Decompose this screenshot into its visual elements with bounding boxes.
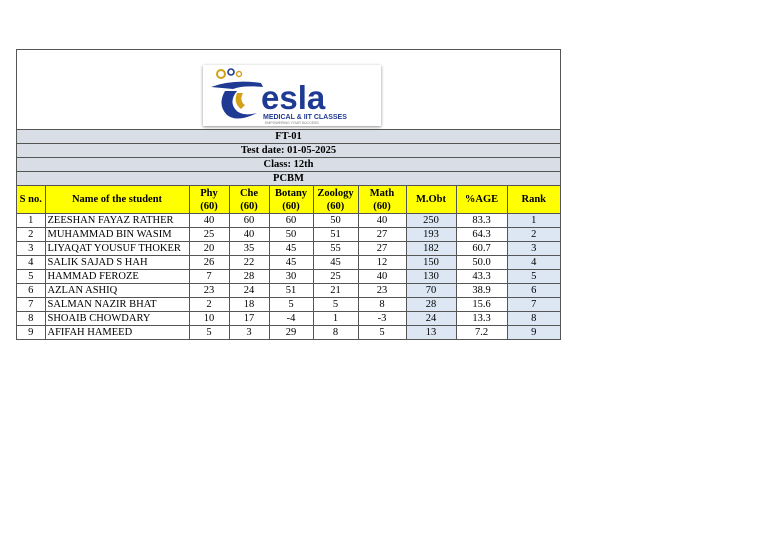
logo-brand-text: esla xyxy=(261,79,326,116)
stream-label: PCBM xyxy=(17,172,560,186)
logo-subtitle: MEDICAL & IIT CLASSES xyxy=(263,114,347,121)
cell-rank: 8 xyxy=(507,312,560,326)
cell-botany: 29 xyxy=(269,326,313,340)
cell-phy: 20 xyxy=(189,242,229,256)
table-row xyxy=(17,242,560,256)
cell-name: AFIFAH HAMEED xyxy=(45,326,189,340)
cell-mobt: 70 xyxy=(406,284,456,298)
cell-sno: 5 xyxy=(17,270,45,284)
cell-math: 8 xyxy=(358,298,406,312)
cell-zoology: 5 xyxy=(313,298,358,312)
col-math xyxy=(358,186,406,214)
cell-sno: 8 xyxy=(17,312,45,326)
cell-botany: -4 xyxy=(269,312,313,326)
cell-sno: 2 xyxy=(17,228,45,242)
cell-rank: 7 xyxy=(507,298,560,312)
cell-mobt: 24 xyxy=(406,312,456,326)
cell-mobt: 182 xyxy=(406,242,456,256)
cell-che: 3 xyxy=(229,326,269,340)
cell-sno: 1 xyxy=(17,214,45,228)
cell-rank: 2 xyxy=(507,228,560,242)
class-label: Class: 12th xyxy=(17,158,560,172)
col-mobt: M.Obt xyxy=(406,186,456,214)
cell-che: 35 xyxy=(229,242,269,256)
cell-name: LIYAQAT YOUSUF THOKER xyxy=(45,242,189,256)
cell-name: SHOAIB CHOWDARY xyxy=(45,312,189,326)
cell-zoology: 45 xyxy=(313,256,358,270)
cell-name: MUHAMMAD BIN WASIM xyxy=(45,228,189,242)
cell-che: 24 xyxy=(229,284,269,298)
cell-math: 27 xyxy=(358,228,406,242)
cell-math: 5 xyxy=(358,326,406,340)
cell-mobt: 13 xyxy=(406,326,456,340)
cell-che: 22 xyxy=(229,256,269,270)
test-code: FT-01 xyxy=(17,130,560,144)
table-row xyxy=(17,298,560,312)
cell-mobt: 150 xyxy=(406,256,456,270)
col-botany-label: Botany xyxy=(274,187,308,199)
table-row xyxy=(17,270,560,284)
col-che-max: (60) xyxy=(240,200,258,212)
col-che xyxy=(229,186,269,214)
tesla-logo-graphic xyxy=(203,65,381,126)
cell-mobt: 193 xyxy=(406,228,456,242)
cell-pct: 38.9 xyxy=(456,284,507,298)
cell-zoology: 1 xyxy=(313,312,358,326)
col-sno: S no. xyxy=(17,186,45,214)
cell-rank: 9 xyxy=(507,326,560,340)
cell-math: 40 xyxy=(358,214,406,228)
table-row xyxy=(17,284,560,298)
cell-botany: 45 xyxy=(269,256,313,270)
cell-sno: 7 xyxy=(17,298,45,312)
table-row xyxy=(17,228,560,242)
table-row xyxy=(17,256,560,270)
cell-math: 40 xyxy=(358,270,406,284)
col-che-label: Che xyxy=(239,187,259,199)
cell-che: 60 xyxy=(229,214,269,228)
cell-rank: 5 xyxy=(507,270,560,284)
cell-rank: 3 xyxy=(507,242,560,256)
cell-zoology: 25 xyxy=(313,270,358,284)
cell-mobt: 130 xyxy=(406,270,456,284)
cell-phy: 2 xyxy=(189,298,229,312)
cell-che: 40 xyxy=(229,228,269,242)
cell-rank: 1 xyxy=(507,214,560,228)
cell-name: HAMMAD FEROZE xyxy=(45,270,189,284)
cell-pct: 13.3 xyxy=(456,312,507,326)
cell-name: AZLAN ASHIQ xyxy=(45,284,189,298)
cell-zoology: 51 xyxy=(313,228,358,242)
cell-sno: 4 xyxy=(17,256,45,270)
col-botany-max: (60) xyxy=(282,200,300,212)
cell-zoology: 21 xyxy=(313,284,358,298)
table-header-row xyxy=(17,186,560,214)
cell-botany: 50 xyxy=(269,228,313,242)
cell-phy: 23 xyxy=(189,284,229,298)
cell-phy: 7 xyxy=(189,270,229,284)
cell-sno: 9 xyxy=(17,326,45,340)
cell-rank: 4 xyxy=(507,256,560,270)
cell-mobt: 28 xyxy=(406,298,456,312)
cell-zoology: 55 xyxy=(313,242,358,256)
cell-che: 28 xyxy=(229,270,269,284)
cell-mobt: 250 xyxy=(406,214,456,228)
table-row xyxy=(17,312,560,326)
cell-pct: 83.3 xyxy=(456,214,507,228)
result-sheet xyxy=(16,49,561,340)
col-phy-label: Phy xyxy=(200,187,218,199)
cell-sno: 3 xyxy=(17,242,45,256)
cell-name: SALIK SAJAD S HAH xyxy=(45,256,189,270)
tesla-logo xyxy=(203,65,381,126)
cell-pct: 50.0 xyxy=(456,256,507,270)
cell-pct: 7.2 xyxy=(456,326,507,340)
cell-zoology: 50 xyxy=(313,214,358,228)
col-zoology xyxy=(313,186,358,214)
cell-phy: 40 xyxy=(189,214,229,228)
cell-botany: 60 xyxy=(269,214,313,228)
cell-pct: 64.3 xyxy=(456,228,507,242)
cell-che: 17 xyxy=(229,312,269,326)
cell-name: ZEESHAN FAYAZ RATHER xyxy=(45,214,189,228)
cell-botany: 30 xyxy=(269,270,313,284)
cell-phy: 5 xyxy=(189,326,229,340)
cell-pct: 43.3 xyxy=(456,270,507,284)
cell-sno: 6 xyxy=(17,284,45,298)
logo-tagline: EMPOWERING YOUR SUCCESS xyxy=(265,121,319,125)
cell-che: 18 xyxy=(229,298,269,312)
cell-math: 23 xyxy=(358,284,406,298)
col-math-label: Math xyxy=(369,187,395,199)
cell-zoology: 8 xyxy=(313,326,358,340)
col-name: Name of the student xyxy=(45,186,189,214)
cell-pct: 15.6 xyxy=(456,298,507,312)
col-phy xyxy=(189,186,229,214)
cell-botany: 5 xyxy=(269,298,313,312)
col-rank: Rank xyxy=(507,186,560,214)
cell-math: 12 xyxy=(358,256,406,270)
results-table xyxy=(17,186,560,339)
cell-math: -3 xyxy=(358,312,406,326)
col-phy-max: (60) xyxy=(200,200,218,212)
table-row xyxy=(17,326,560,340)
cell-botany: 51 xyxy=(269,284,313,298)
cell-phy: 10 xyxy=(189,312,229,326)
test-date: Test date: 01-05-2025 xyxy=(17,144,560,158)
cell-name: SALMAN NAZIR BHAT xyxy=(45,298,189,312)
col-pct: %AGE xyxy=(456,186,507,214)
col-math-max: (60) xyxy=(373,200,391,212)
cell-phy: 26 xyxy=(189,256,229,270)
col-botany xyxy=(269,186,313,214)
cell-pct: 60.7 xyxy=(456,242,507,256)
cell-math: 27 xyxy=(358,242,406,256)
cell-phy: 25 xyxy=(189,228,229,242)
col-zoology-max: (60) xyxy=(326,200,345,212)
cell-rank: 6 xyxy=(507,284,560,298)
table-row xyxy=(17,214,560,228)
col-zoology-label: Zoology xyxy=(317,187,354,199)
cell-botany: 45 xyxy=(269,242,313,256)
logo-area xyxy=(17,50,560,130)
